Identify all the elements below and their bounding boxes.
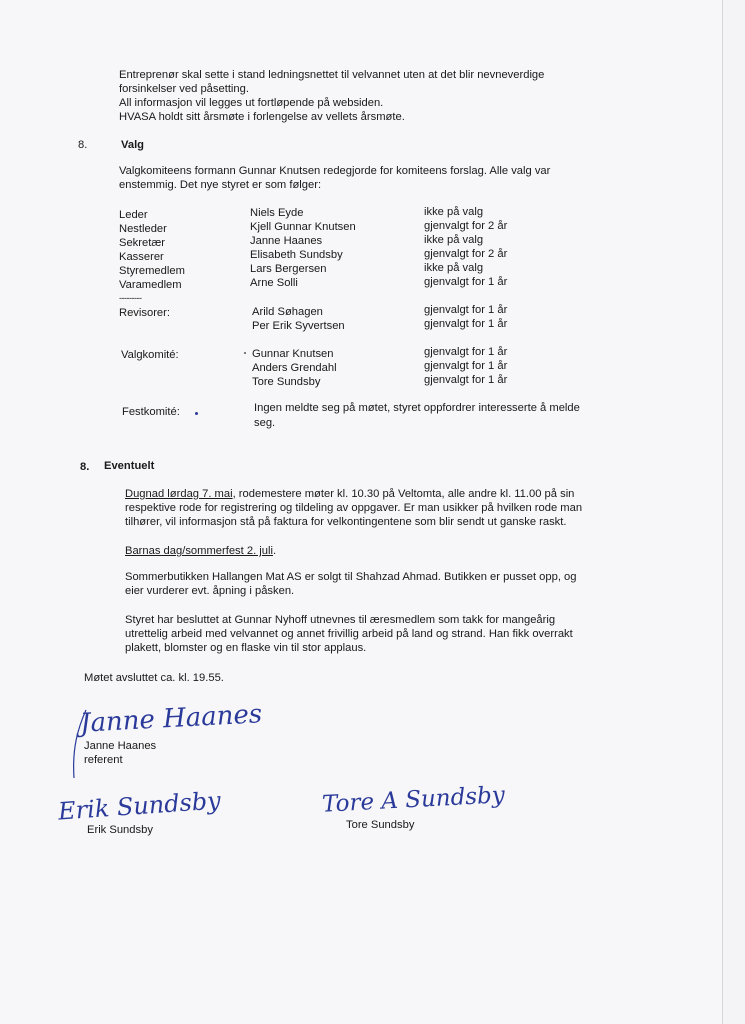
- signer-name-tore: Tore Sundsby: [346, 819, 415, 831]
- barnas-dag-title: Barnas dag/sommerfest 2. juli: [125, 545, 273, 557]
- section-heading-valg: Valg: [121, 139, 145, 151]
- election-status: gjenvalgt for 1 år: [424, 318, 508, 330]
- election-status: gjenvalgt for 1 år: [424, 374, 508, 386]
- section-number: 8.: [78, 139, 88, 151]
- festkomite-label: Festkomité:: [122, 406, 180, 418]
- election-status: gjenvalgt for 1 år: [424, 276, 508, 288]
- signature-tore: Tore A Sundsby: [321, 782, 506, 818]
- member-name: Elisabeth Sundsby: [250, 249, 343, 261]
- dugnad-date: Dugnad lørdag 7. mai: [125, 488, 233, 500]
- dugnad-line-2: respektive rode for registrering og tildeling av oppgaver. Er man usikker på hvilken rode man: [125, 502, 583, 514]
- member-name: Lars Bergersen: [250, 263, 327, 275]
- styret-line-1: Styret har besluttet at Gunnar Nyhoff utnevnes til æresmedlem som takk for mangeårig: [125, 614, 556, 626]
- role-label: Kasserer: [119, 251, 164, 263]
- section-number: 8.: [80, 461, 90, 473]
- dugnad-text: , rodemestere møter kl. 10.30 på Veltomta, alle andre kl. 11.00 på sin: [232, 488, 575, 500]
- election-status: ikke på valg: [424, 206, 484, 218]
- role-label: Styremedlem: [119, 265, 185, 277]
- section-heading-eventuelt: Eventuelt: [104, 460, 155, 472]
- election-status: gjenvalgt for 2 år: [424, 248, 508, 260]
- ink-dot: [244, 352, 246, 354]
- signature-janne: Janne Haanes: [79, 699, 263, 739]
- intro-line-2: forsinkelser ved påsetting.: [119, 83, 249, 95]
- signer-name-janne: Janne Haanes: [84, 740, 157, 752]
- role-label: Nestleder: [119, 223, 167, 235]
- member-name: Janne Haanes: [250, 235, 323, 247]
- revisorer-label: Revisorer:: [119, 307, 170, 319]
- valg-text-1: Valgkomiteens formann Gunnar Knutsen redegjorde for komiteens forslag. Alle valg var: [119, 165, 551, 177]
- closing-line: Møtet avsluttet ca. kl. 19.55.: [84, 672, 224, 684]
- election-status: ikke på valg: [424, 262, 484, 274]
- valg-text-2: enstemmig. Det nye styret er som følger:: [119, 179, 322, 191]
- valgkomite-name: Anders Grendahl: [252, 362, 337, 374]
- valgkomite-name: Tore Sundsby: [252, 376, 321, 388]
- election-status: gjenvalgt for 1 år: [424, 360, 508, 372]
- election-status: gjenvalgt for 1 år: [424, 346, 508, 358]
- festkomite-text-1: Ingen meldte seg på møtet, styret oppfordrer interesserte å melde: [254, 402, 580, 414]
- member-name: Arne Solli: [250, 277, 298, 289]
- role-label: Varamedlem: [119, 279, 182, 291]
- intro-line-4: HVASA holdt sitt årsmøte i forlengelse av vellets årsmøte.: [119, 111, 405, 123]
- intro-line-3: All informasjon vil legges ut fortløpende på websiden.: [119, 97, 384, 109]
- ink-dot: [195, 412, 198, 415]
- intro-line-1: Entreprenør skal sette i stand ledningsnettet til velvannet uten at det blir nevneverdige: [119, 69, 545, 81]
- member-name: Niels Eyde: [250, 207, 304, 219]
- barnas-dag: [125, 544, 276, 558]
- styret-line-3: plakett, blomster og en flaske vin til stor applaus.: [125, 642, 367, 654]
- election-status: ikke på valg: [424, 234, 484, 246]
- festkomite-text-2: seg.: [254, 417, 276, 429]
- member-name: Kjell Gunnar Knutsen: [250, 221, 356, 233]
- valgkomite-label: Valgkomité:: [121, 349, 179, 361]
- barnas-dag-period: .: [273, 545, 277, 557]
- valgkomite-name: Gunnar Knutsen: [252, 348, 334, 360]
- signature-erik: Erik Sundsby: [57, 786, 222, 826]
- revisor-name: Arild Søhagen: [252, 306, 323, 318]
- election-status: gjenvalgt for 2 år: [424, 220, 508, 232]
- separator: ---------: [119, 293, 142, 303]
- butikk-line-2: eier vurderer evt. åpning i påsken.: [125, 585, 295, 597]
- role-label: Sekretær: [119, 237, 166, 249]
- role-label: Leder: [119, 209, 148, 221]
- styret-line-2: utrettelig arbeid med velvannet og annet frivillig arbeid på land og strand. Han fikk overrakt: [125, 628, 573, 640]
- dugnad-line-3: tilhører, vil informasjon stå på faktura for velkontingentene som blir sendt ut ganske raskt.: [125, 516, 567, 528]
- butikk-line-1: Sommerbutikken Hallangen Mat AS er solgt til Shahzad Ahmad. Butikken er pusset opp, og: [125, 571, 577, 583]
- dugnad-line-1: [125, 487, 574, 501]
- signer-name-erik: Erik Sundsby: [87, 824, 153, 836]
- election-status: gjenvalgt for 1 år: [424, 304, 508, 316]
- signer-role-janne: referent: [84, 754, 123, 766]
- revisor-name: Per Erik Syvertsen: [252, 320, 345, 332]
